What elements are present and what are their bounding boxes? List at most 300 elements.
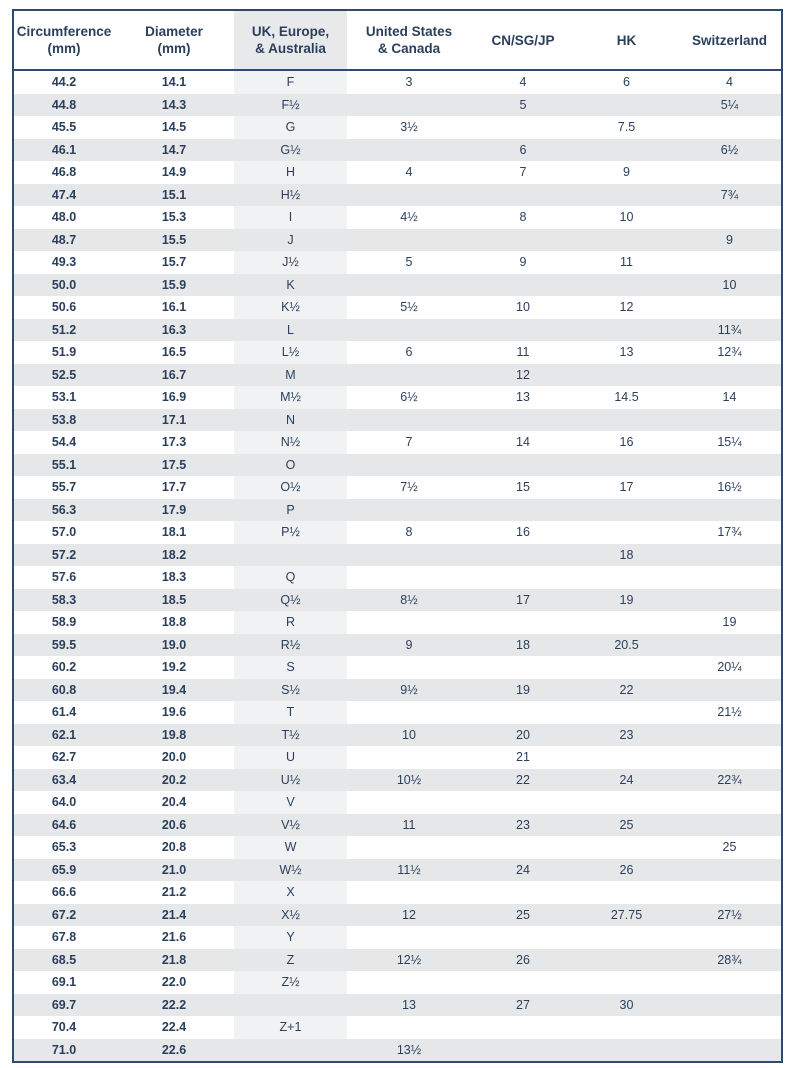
uk-size-cell: R½ — [234, 634, 347, 657]
table-row — [14, 70, 781, 94]
circumference-cell: 65.9 — [14, 859, 114, 882]
hk-size-cell: 13 — [619, 345, 634, 360]
swiss-size-cell: 12¾ — [717, 345, 742, 360]
uk-size-cell: G½ — [234, 139, 347, 162]
circumference-cell: 61.4 — [51, 705, 77, 720]
swiss-size-cell: 7¾ — [678, 184, 781, 207]
hk-size-cell — [575, 229, 678, 252]
cn-sg-jp-size-cell — [471, 971, 575, 994]
table-row — [14, 229, 781, 252]
diameter-cell: 21.8 — [114, 949, 234, 972]
cn-sg-jp-size-cell — [471, 791, 575, 814]
diameter-cell: 21.4 — [114, 904, 234, 927]
circumference-cell: 55.1 — [14, 454, 114, 477]
swiss-size-cell — [678, 364, 781, 387]
diameter-cell: 18.2 — [114, 544, 234, 567]
cn-sg-jp-size-cell: 22 — [471, 769, 575, 792]
us-size-cell — [347, 454, 471, 477]
hk-size-cell — [575, 364, 678, 387]
diameter-cell: 16.5 — [161, 345, 187, 360]
us-size-cell: 11½ — [347, 859, 471, 882]
circumference-cell: 67.2 — [14, 904, 114, 927]
us-size-cell: 6½ — [400, 390, 418, 405]
uk-size-cell: X½ — [234, 904, 347, 927]
hk-size-cell: 6 — [623, 75, 630, 90]
us-size-cell — [347, 184, 471, 207]
diameter-cell: 20.4 — [161, 795, 187, 810]
us-size-cell — [347, 836, 471, 859]
swiss-size-cell — [678, 161, 781, 184]
uk-size-cell: U½ — [234, 769, 347, 792]
table-row — [14, 409, 781, 432]
swiss-size-cell — [678, 566, 781, 589]
table-row — [14, 634, 781, 657]
circumference-cell: 44.2 — [51, 75, 77, 90]
cn-sg-jp-size-cell — [471, 184, 575, 207]
diameter-cell: 21.0 — [114, 859, 234, 882]
diameter-cell: 19.2 — [161, 660, 187, 675]
diameter-cell: 22.4 — [161, 1020, 187, 1035]
us-size-cell: 10½ — [347, 769, 471, 792]
uk-size-cell: F — [234, 70, 347, 94]
table-row — [14, 94, 781, 117]
table-row — [14, 431, 781, 454]
diameter-cell: 18.5 — [114, 589, 234, 612]
hk-size-cell: 11 — [620, 255, 633, 270]
uk-size-cell: L — [234, 319, 347, 342]
us-size-cell — [347, 274, 471, 297]
cn-sg-jp-size-cell — [471, 926, 575, 949]
uk-size-cell: K½ — [234, 296, 347, 319]
swiss-size-cell — [678, 1039, 781, 1062]
uk-size-cell: Q — [234, 566, 347, 589]
table-row — [14, 746, 781, 769]
diameter-cell: 20.0 — [161, 750, 187, 765]
diameter-cell: 17.1 — [114, 409, 234, 432]
hk-size-cell: 23 — [575, 724, 678, 747]
us-size-cell: 3 — [405, 75, 413, 90]
uk-size-cell — [234, 994, 347, 1017]
circumference-cell: 49.3 — [51, 255, 77, 270]
us-size-cell — [347, 499, 471, 522]
table-row — [14, 994, 781, 1017]
table-row — [14, 1039, 781, 1062]
us-size-cell — [347, 566, 471, 589]
diameter-cell: 14.3 — [114, 94, 234, 117]
circumference-cell: 44.8 — [14, 94, 114, 117]
swiss-size-cell — [678, 724, 781, 747]
diameter-cell: 17.9 — [114, 499, 234, 522]
uk-size-cell: X — [234, 881, 347, 904]
hk-size-cell — [575, 746, 678, 769]
diameter-cell: 19.6 — [161, 705, 187, 720]
us-size-cell — [347, 791, 471, 814]
diameter-cell: 15.7 — [161, 255, 187, 270]
uk-size-cell — [234, 544, 347, 567]
uk-size-cell: V — [234, 791, 347, 814]
cn-sg-jp-size-cell: 15 — [516, 480, 530, 495]
us-size-cell: 7 — [405, 435, 413, 450]
us-size-cell: 9½ — [347, 679, 471, 702]
table-row — [14, 611, 781, 634]
circumference-cell: 46.1 — [14, 139, 114, 162]
circumference-cell: 53.1 — [51, 390, 77, 405]
table-row — [14, 139, 781, 162]
uk-size-cell: M — [234, 364, 347, 387]
circumference-cell: 50.6 — [51, 300, 77, 315]
table-row — [14, 589, 781, 612]
diameter-cell: 15.5 — [114, 229, 234, 252]
cn-sg-jp-size-cell: 9 — [519, 255, 527, 270]
uk-size-cell: J — [234, 229, 347, 252]
us-size-cell: 13 — [347, 994, 471, 1017]
swiss-size-cell — [678, 589, 781, 612]
cn-sg-jp-size-cell: 4 — [519, 75, 527, 90]
uk-size-cell: H — [234, 161, 347, 184]
header-cn-sg-jp: CN/SG/JP — [491, 32, 555, 48]
hk-size-cell — [575, 521, 678, 544]
cn-sg-jp-size-cell — [471, 656, 575, 679]
diameter-cell: 22.6 — [114, 1039, 234, 1062]
swiss-size-cell — [678, 251, 781, 274]
cn-sg-jp-size-cell — [471, 1016, 575, 1039]
us-size-cell: 8½ — [347, 589, 471, 612]
swiss-size-cell — [678, 994, 781, 1017]
table-row — [14, 251, 781, 274]
uk-size-cell: W½ — [234, 859, 347, 882]
us-size-cell: 7½ — [400, 480, 418, 495]
circumference-cell: 60.2 — [51, 660, 77, 675]
uk-size-cell: N½ — [234, 431, 347, 454]
cn-sg-jp-size-cell — [471, 409, 575, 432]
table-row — [14, 341, 781, 364]
swiss-size-cell — [678, 206, 781, 229]
swiss-size-cell: 14 — [722, 390, 737, 405]
cn-sg-jp-size-cell — [471, 319, 575, 342]
us-size-cell: 6 — [405, 345, 413, 360]
circumference-cell: 64.0 — [51, 795, 77, 810]
uk-size-cell: W — [234, 836, 347, 859]
hk-size-cell — [575, 926, 678, 949]
hk-size-cell — [575, 1039, 678, 1062]
hk-size-cell — [575, 949, 678, 972]
swiss-size-cell — [678, 409, 781, 432]
table-row — [14, 656, 781, 679]
swiss-size-cell — [678, 544, 781, 567]
header-uk-europe-australia: UK, Europe, & Australia — [234, 11, 347, 70]
table-row — [14, 184, 781, 207]
uk-size-cell: Z½ — [234, 971, 347, 994]
hk-size-cell: 17 — [619, 480, 634, 495]
circumference-cell: 48.7 — [14, 229, 114, 252]
cn-sg-jp-size-cell: 8 — [519, 210, 527, 225]
us-size-cell — [347, 139, 471, 162]
uk-size-cell: T — [234, 701, 347, 724]
swiss-size-cell: 17¾ — [717, 525, 742, 540]
hk-size-cell — [575, 881, 678, 904]
swiss-size-cell — [678, 116, 781, 139]
circumference-cell: 60.8 — [14, 679, 114, 702]
diameter-cell: 18.1 — [161, 525, 187, 540]
circumference-cell: 57.6 — [51, 570, 77, 585]
table-row — [14, 949, 781, 972]
us-size-cell — [347, 319, 471, 342]
us-size-cell — [347, 364, 471, 387]
swiss-size-cell: 25 — [722, 840, 737, 855]
header-us-canada: United States & Canada — [365, 24, 453, 56]
uk-size-cell: Z — [234, 949, 347, 972]
circumference-cell: 65.3 — [51, 840, 77, 855]
uk-size-cell: S — [234, 656, 347, 679]
circumference-cell: 46.8 — [51, 165, 77, 180]
diameter-cell: 18.8 — [161, 615, 187, 630]
us-size-cell — [347, 544, 471, 567]
circumference-cell: 71.0 — [14, 1039, 114, 1062]
diameter-cell: 16.3 — [114, 319, 234, 342]
hk-size-cell — [575, 656, 678, 679]
table-row — [14, 769, 781, 792]
cn-sg-jp-size-cell: 17 — [471, 589, 575, 612]
circumference-cell: 68.5 — [14, 949, 114, 972]
hk-size-cell: 25 — [575, 814, 678, 837]
us-size-cell — [347, 701, 471, 724]
uk-size-cell: N — [234, 409, 347, 432]
table-row — [14, 836, 781, 859]
uk-size-cell: R — [234, 611, 347, 634]
swiss-size-cell — [678, 881, 781, 904]
uk-size-cell: I — [234, 206, 347, 229]
swiss-size-cell — [678, 971, 781, 994]
uk-size-cell: Q½ — [234, 589, 347, 612]
circumference-cell: 66.6 — [51, 885, 77, 900]
table-row — [14, 791, 781, 814]
cn-sg-jp-size-cell: 24 — [471, 859, 575, 882]
us-size-cell: 5 — [405, 255, 413, 270]
cn-sg-jp-size-cell — [471, 229, 575, 252]
uk-size-cell: U — [234, 746, 347, 769]
swiss-size-cell: 6½ — [678, 139, 781, 162]
uk-size-cell: K — [234, 274, 347, 297]
hk-size-cell: 26 — [575, 859, 678, 882]
diameter-cell: 16.1 — [161, 300, 187, 315]
cn-sg-jp-size-cell: 19 — [471, 679, 575, 702]
header-hk: HK — [616, 32, 637, 48]
swiss-size-cell: 20¼ — [717, 660, 742, 675]
circumference-cell: 56.3 — [14, 499, 114, 522]
us-size-cell: 12½ — [347, 949, 471, 972]
circumference-cell: 50.0 — [14, 274, 114, 297]
table-row — [14, 476, 781, 499]
cn-sg-jp-size-cell — [471, 701, 575, 724]
cn-sg-jp-size-cell: 5 — [471, 94, 575, 117]
swiss-size-cell — [678, 454, 781, 477]
diameter-cell: 16.9 — [161, 390, 187, 405]
hk-size-cell: 30 — [575, 994, 678, 1017]
hk-size-cell — [575, 566, 678, 589]
table-row — [14, 881, 781, 904]
circumference-cell: 63.4 — [14, 769, 114, 792]
cn-sg-jp-size-cell: 13 — [516, 390, 530, 405]
us-size-cell: 12 — [347, 904, 471, 927]
hk-size-cell — [575, 184, 678, 207]
cn-sg-jp-size-cell — [471, 566, 575, 589]
uk-size-cell: S½ — [234, 679, 347, 702]
table-row — [14, 521, 781, 544]
table-row — [14, 701, 781, 724]
us-size-cell — [347, 94, 471, 117]
us-size-cell: 9 — [347, 634, 471, 657]
cn-sg-jp-size-cell: 20 — [471, 724, 575, 747]
diameter-cell: 14.7 — [114, 139, 234, 162]
cn-sg-jp-size-cell: 25 — [471, 904, 575, 927]
ring-size-chart — [12, 9, 783, 1063]
cn-sg-jp-size-cell — [471, 1039, 575, 1062]
us-size-cell: 10 — [347, 724, 471, 747]
hk-size-cell — [575, 274, 678, 297]
table-row — [14, 364, 781, 387]
swiss-size-cell: 22¾ — [678, 769, 781, 792]
circumference-cell: 57.2 — [14, 544, 114, 567]
hk-size-cell: 19 — [575, 589, 678, 612]
table-row — [14, 1016, 781, 1039]
swiss-size-cell: 21½ — [717, 705, 742, 720]
hk-size-cell: 14.5 — [614, 390, 639, 405]
us-size-cell — [347, 881, 471, 904]
cn-sg-jp-size-cell: 23 — [471, 814, 575, 837]
header-diameter: Diameter (mm) — [145, 24, 203, 56]
us-size-cell — [347, 229, 471, 252]
cn-sg-jp-size-cell: 11 — [516, 345, 530, 360]
circumference-cell: 51.2 — [14, 319, 114, 342]
hk-size-cell — [575, 499, 678, 522]
circumference-cell: 64.6 — [14, 814, 114, 837]
diameter-cell: 15.9 — [114, 274, 234, 297]
cn-sg-jp-size-cell: 12 — [471, 364, 575, 387]
table-row — [14, 814, 781, 837]
uk-size-cell: P½ — [234, 521, 347, 544]
table-body — [14, 70, 781, 1061]
circumference-cell: 55.7 — [51, 480, 77, 495]
diameter-cell: 15.3 — [161, 210, 187, 225]
table-row — [14, 274, 781, 297]
hk-size-cell — [575, 836, 678, 859]
circumference-cell: 67.8 — [51, 930, 77, 945]
hk-size-cell — [575, 791, 678, 814]
uk-size-cell: L½ — [234, 341, 347, 364]
uk-size-cell: O — [234, 454, 347, 477]
uk-size-cell: J½ — [234, 251, 347, 274]
circumference-cell: 69.1 — [51, 975, 77, 990]
diameter-cell: 18.3 — [161, 570, 187, 585]
table-row — [14, 386, 781, 409]
hk-size-cell — [575, 611, 678, 634]
us-size-cell: 4½ — [400, 210, 418, 225]
circumference-cell: 57.0 — [51, 525, 77, 540]
circumference-cell: 62.7 — [51, 750, 77, 765]
us-size-cell — [347, 926, 471, 949]
cn-sg-jp-size-cell: 10 — [516, 300, 530, 315]
hk-size-cell — [575, 94, 678, 117]
us-size-cell — [347, 971, 471, 994]
table-row — [14, 161, 781, 184]
table-row — [14, 859, 781, 882]
diameter-cell: 22.0 — [161, 975, 187, 990]
swiss-size-cell: 28¾ — [678, 949, 781, 972]
cn-sg-jp-size-cell: 6 — [471, 139, 575, 162]
swiss-size-cell — [678, 814, 781, 837]
circumference-cell: 70.4 — [51, 1020, 77, 1035]
swiss-size-cell — [678, 791, 781, 814]
table-row — [14, 544, 781, 567]
uk-size-cell: P — [234, 499, 347, 522]
hk-size-cell — [575, 139, 678, 162]
hk-size-cell — [575, 409, 678, 432]
header-switzerland: Switzerland — [691, 32, 767, 48]
swiss-size-cell — [678, 926, 781, 949]
table-row — [14, 499, 781, 522]
hk-size-cell — [575, 971, 678, 994]
swiss-size-cell: 5¼ — [678, 94, 781, 117]
cn-sg-jp-size-cell — [471, 274, 575, 297]
hk-size-cell: 22 — [575, 679, 678, 702]
hk-size-cell: 10 — [619, 210, 634, 225]
hk-size-cell — [575, 1016, 678, 1039]
diameter-cell: 22.2 — [114, 994, 234, 1017]
diameter-cell: 14.5 — [161, 120, 187, 135]
diameter-cell: 20.6 — [114, 814, 234, 837]
hk-size-cell — [575, 319, 678, 342]
us-size-cell: 4 — [405, 165, 413, 180]
diameter-cell: 15.1 — [114, 184, 234, 207]
cn-sg-jp-size-cell: 21 — [516, 750, 530, 765]
swiss-size-cell: 19 — [722, 615, 737, 630]
us-size-cell: 8 — [405, 525, 413, 540]
table-row — [14, 116, 781, 139]
hk-size-cell: 24 — [575, 769, 678, 792]
hk-size-cell — [575, 701, 678, 724]
header-circumference: Circumference (mm) — [16, 24, 112, 56]
circumference-cell: 51.9 — [51, 345, 77, 360]
us-size-cell: 5½ — [400, 300, 418, 315]
uk-size-cell: H½ — [234, 184, 347, 207]
table-row — [14, 566, 781, 589]
swiss-size-cell — [678, 634, 781, 657]
uk-size-cell: F½ — [234, 94, 347, 117]
circumference-cell: 45.5 — [51, 120, 77, 135]
diameter-cell: 21.6 — [161, 930, 187, 945]
circumference-cell: 59.5 — [14, 634, 114, 657]
hk-size-cell: 27.75 — [575, 904, 678, 927]
us-size-cell — [347, 409, 471, 432]
uk-size-cell — [234, 1039, 347, 1062]
swiss-size-cell: 16½ — [717, 480, 742, 495]
hk-size-cell: 9 — [623, 165, 630, 180]
diameter-cell: 14.9 — [161, 165, 187, 180]
cn-sg-jp-size-cell: 18 — [471, 634, 575, 657]
swiss-size-cell — [678, 859, 781, 882]
us-size-cell — [347, 656, 471, 679]
circumference-cell: 52.5 — [14, 364, 114, 387]
swiss-size-cell: 27½ — [678, 904, 781, 927]
uk-size-cell: M½ — [234, 386, 347, 409]
cn-sg-jp-size-cell — [471, 611, 575, 634]
circumference-cell: 58.3 — [14, 589, 114, 612]
table-row — [14, 679, 781, 702]
diameter-cell: 14.1 — [161, 75, 187, 90]
swiss-size-cell — [678, 679, 781, 702]
table-row — [14, 206, 781, 229]
cn-sg-jp-size-cell — [471, 544, 575, 567]
